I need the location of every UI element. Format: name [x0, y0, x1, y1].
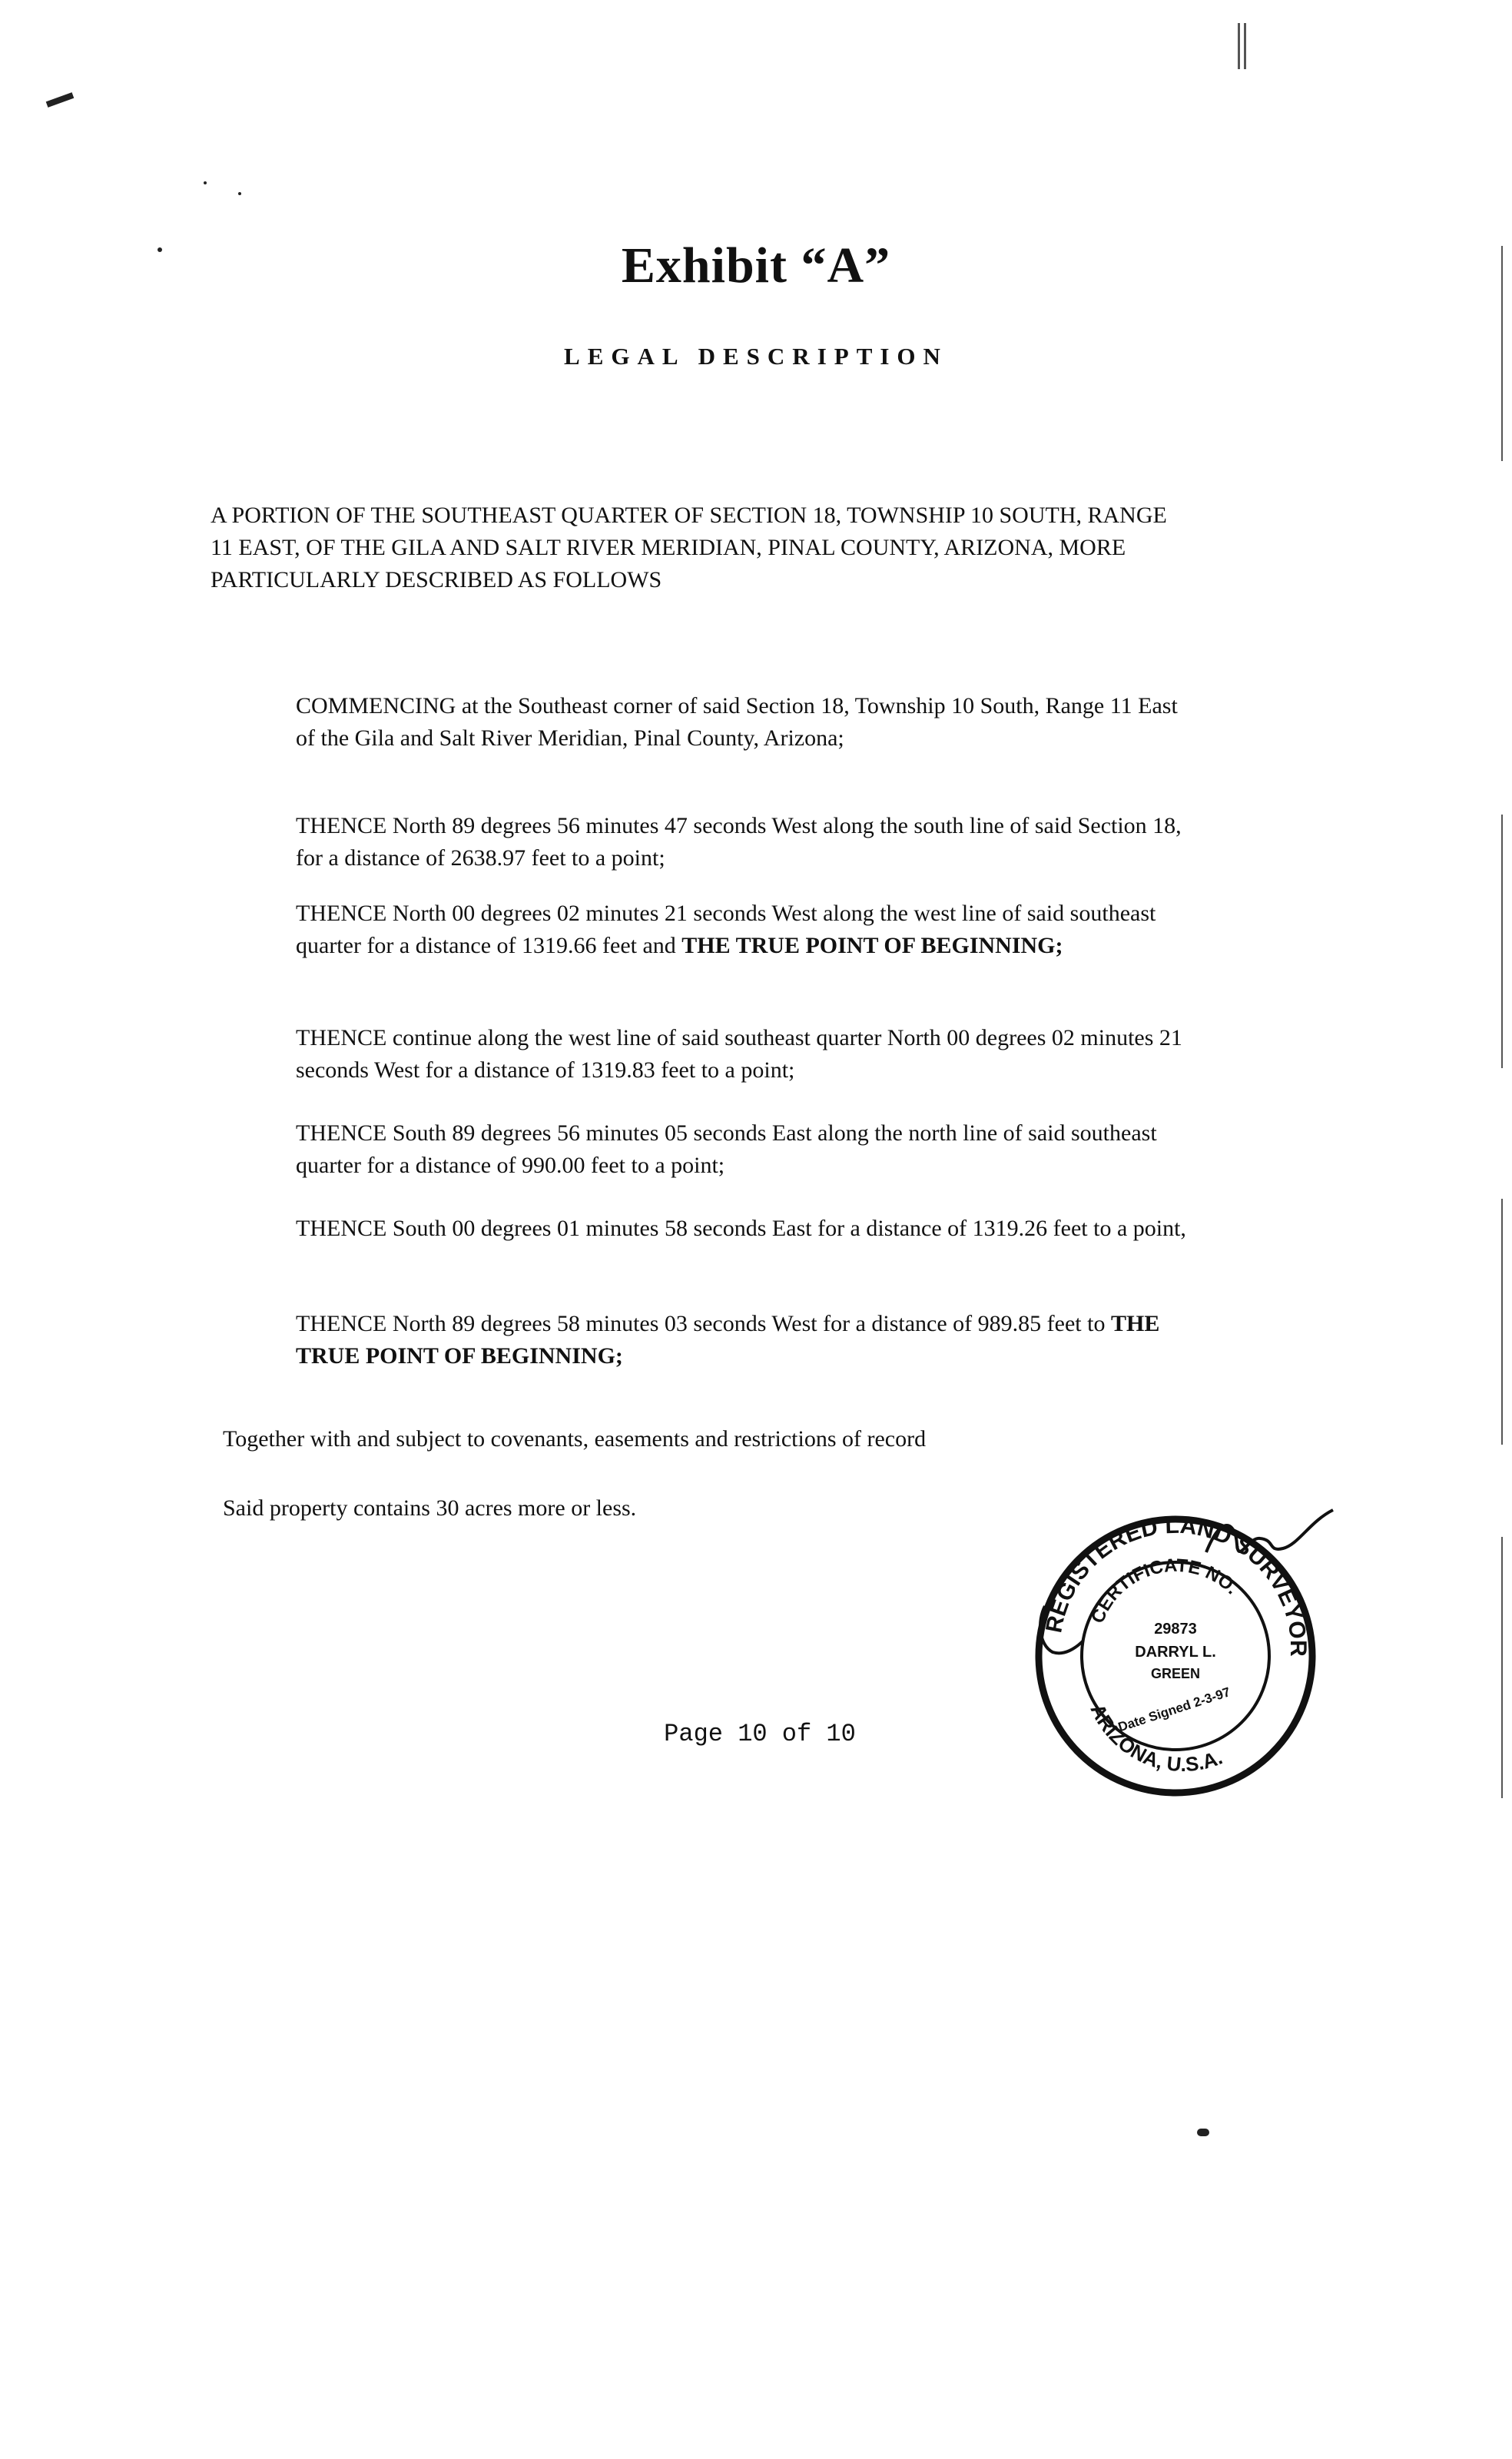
call-emphasis: THE TRUE POINT OF BEGINNING;	[681, 933, 1063, 958]
scan-line	[1238, 23, 1240, 69]
call-text: THENCE South 00 degrees 01 minutes 58 seconds East for a distance of 1319.26 feet to a point,	[296, 1216, 1186, 1241]
document-subtitle: LEGAL DESCRIPTION	[564, 343, 948, 370]
call-paragraph	[296, 1022, 1187, 1087]
seal-name-line1: DARRYL L.	[1135, 1644, 1216, 1661]
call-paragraph	[296, 1213, 1187, 1245]
call-text: THENCE continue along the west line of said southeast quarter North 00 degrees 02 minutes 21 seconds West for a distance of 1319.83 feet to a point;	[296, 1025, 1182, 1083]
call-text: THENCE North 00 degrees 02 minutes 21 seconds West along the west line of said southeast quarter for a distance of 1319.66 feet and	[296, 901, 1156, 958]
scan-line	[1501, 1199, 1503, 1445]
scan-dot	[238, 192, 241, 195]
call-paragraph	[296, 898, 1187, 962]
seal-number: 29873	[1154, 1621, 1197, 1638]
exhibit-title: Exhibit “A”	[621, 237, 891, 294]
seal-expires: Date Signed 2-3-97	[1116, 1684, 1232, 1735]
call-paragraph	[296, 690, 1187, 755]
scan-line	[1501, 815, 1503, 1068]
call-text: THENCE South 89 degrees 56 minutes 05 seconds East along the north line of said southeast quarter for a distance of 990.00 feet to a point;	[296, 1120, 1157, 1178]
seal-state-text: ARIZONA, U.S.A.	[1086, 1700, 1226, 1777]
seal-name-line2: GREEN	[1150, 1666, 1201, 1681]
scan-mark	[46, 92, 75, 108]
scan-line	[1501, 1537, 1503, 1798]
scan-line	[1244, 23, 1246, 69]
seal-outer-text: REGISTERED LAND SURVEYOR	[1041, 1512, 1311, 1657]
call-text: COMMENCING at the Southeast corner of said Section 18, Township 10 South, Range 11 East of the Gila and Salt River Meridian, Pinal County, Arizona;	[296, 693, 1178, 751]
call-paragraph	[296, 1308, 1187, 1372]
scan-dot	[204, 181, 207, 184]
together-paragraph: Together with and subject to covenants, easements and restrictions of record	[223, 1426, 927, 1452]
seal-graphic	[1030, 1491, 1337, 1798]
call-emphasis: THE TRUE POINT OF BEGINNING;	[296, 1311, 1160, 1369]
scan-mark	[1197, 2129, 1209, 2136]
seal-inner-text: CERTIFICATE NO.	[1087, 1555, 1243, 1627]
call-paragraph	[296, 1117, 1187, 1182]
call-text: THENCE North 89 degrees 58 minutes 03 seconds West for a distance of 989.85 feet to	[296, 1311, 1111, 1336]
call-text: THENCE North 89 degrees 56 minutes 47 seconds West along the south line of said Section 18, for a distance of 2638.97 feet to a point;	[296, 813, 1182, 871]
page-number: Page 10 of 10	[664, 1720, 856, 1748]
call-paragraph	[296, 810, 1187, 874]
intro-paragraph: A PORTION OF THE SOUTHEAST QUARTER OF SECTION 18, TOWNSHIP 10 SOUTH, RANGE 11 EAST, OF THE GILA AND SALT RIVER MERIDIAN, PINAL COUNTY, ARIZONA, MORE PARTICULARLY DESCRIBED AS FOLLOWS	[211, 503, 1167, 592]
surveyor-seal	[1030, 1491, 1337, 1798]
acreage-paragraph: Said property contains 30 acres more or less.	[223, 1495, 637, 1521]
